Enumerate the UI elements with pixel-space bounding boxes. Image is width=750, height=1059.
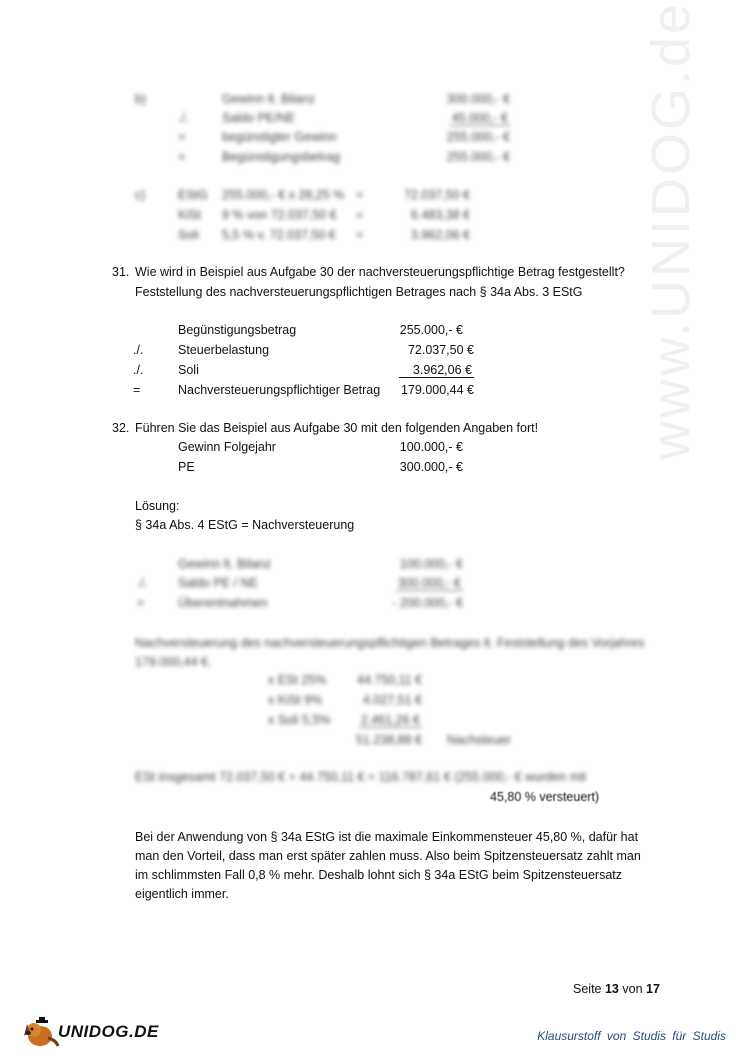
c-name: Soli [178,228,199,242]
b-label: Saldo PE/NE [222,111,295,125]
calc-sign: ./. [133,343,144,357]
c-calc: 255.000,- € x 28,25 % [222,188,345,202]
b-value: 45.000,- € [451,111,508,125]
calc-sign: = [137,596,145,610]
c-value: 6.483,38 € [410,208,470,222]
tax-label: x Soli 5,5% [268,713,331,727]
answer-text: Feststellung des nachversteuerungspflichtigen Betrages nach § 34a Abs. 3 EStG [135,285,583,299]
tax-value: 4.027,51 € [362,693,422,707]
c-eq: = [356,228,364,242]
page-current: 13 [604,982,619,996]
given-label: Gewinn Folgejahr [178,440,276,454]
b-sign: = [178,150,186,164]
conclusion-paragraph: Bei der Anwendung von § 34a EStG ist die maximale Einkommensteuer 45,80 %, dafür hat man den Vorteil, dass man erst später zahlen muss. Also beim Spitzensteuersatz zahlt man im schlimmsten Fall 0,8 % mehr. Deshalb lohnt sich § 34a EStG beim Spitzensteuersatz eigentlich immer. [135,830,641,901]
calc-value: 179.000,44 € [401,383,474,397]
solution-label: Lösung: [135,499,180,513]
page-number [573,982,660,996]
dog-mascot-icon [22,1016,62,1050]
calc-label: Begünstigungsbetrag [178,323,297,337]
page-separator: von [622,982,643,996]
c-prefix: c) [135,188,146,202]
c-eq: = [356,188,364,202]
calc-label: Steuerbelastung [178,343,270,357]
b-value: 255.000,- € [446,130,510,144]
solution-reference: § 34a Abs. 4 EStG = Nachversteuerung [135,518,355,532]
given-label: PE [178,460,195,474]
tax-sum: 51.238,88 € [355,733,422,747]
c-calc: 9 % von 72.037,50 € [222,208,337,222]
tax-value: 44.750,11 € [356,673,422,687]
calc-label: Nachversteuerungspflichtiger Betrag [178,383,381,397]
footer-slogan: Klausurstoff von Studis für Studis [537,1029,726,1043]
b-label: Begünstigungsbetrag [222,150,341,164]
page-word: Seite [573,982,602,996]
calc-label: Saldo PE / NE [178,576,258,590]
calc-value: 100.000,- € [399,557,463,571]
given-value: 100.000,- € [399,440,463,454]
tax-sum-label: Nachsteuer [447,733,511,747]
calc-value: 72.037,50 € [407,343,474,357]
calc-sign: ./. [137,576,148,590]
calc-label: Soli [178,363,199,377]
nachversteuerung-sentence: Nachversteuerung des nachversteuerungspflichtigen Betrages lt. Feststellung des Vorjahres 179.000,44 €. [135,636,645,669]
tax-label: x KiSt 9% [268,693,323,707]
c-name: EStG [178,188,208,202]
unidog-logo [22,1016,172,1050]
b-sign: ./. [178,111,189,125]
calc-sign: = [133,383,141,397]
question-number: 31. [112,265,130,279]
b-label: begünstigter Gewinn [222,130,337,144]
b-label: Gewinn lt. Bilanz [222,92,316,106]
b-prefix: b) [135,92,147,106]
c-eq: = [356,208,364,222]
calc-value: - 200.000,- € [392,596,463,610]
c-name: KiSt [178,208,201,222]
c-calc: 5,5 % v. 72.037,50 € [222,228,336,242]
total-tail: 45,80 % versteuert) [490,790,600,804]
calc-value: 3.962,06 € [399,363,474,378]
total-line: ESt insgesamt 72.037,50 € + 44.750,11 € = 116.787,61 € (255.000,- € wurden mit [135,770,587,784]
question-text: Führen Sie das Beispiel aus Aufgabe 30 mit den folgenden Angaben fort! [135,421,539,435]
b-sign: = [178,130,186,144]
tax-label: x ESt 25% [268,673,327,687]
question-text: Wie wird in Beispiel aus Aufgabe 30 der nachversteuerungspflichtige Betrag festgestellt? [135,265,625,279]
calc-value: 255.000,- € [399,323,463,337]
given-value: 300.000,- € [399,460,463,474]
c-value: 3.962,06 € [410,228,470,242]
calc-sign: ./. [133,363,144,377]
b-value: 255.000,- € [446,150,510,164]
b-value: 300.000,- € [446,92,510,106]
page-total: 17 [646,982,660,996]
calc-label: Überentnahmen [178,596,268,610]
logo-text: UNIDOG.DE [58,1022,159,1041]
watermark: www.UNIDOG.de [641,0,701,460]
c-value: 72.037,50 € [403,188,470,202]
question-number: 32. [112,421,130,435]
calc-label: Gewinn lt. Bilanz [178,557,272,571]
tax-value: 2.461,26 € [360,713,420,727]
calc-value: 300.000,- € [397,576,461,590]
